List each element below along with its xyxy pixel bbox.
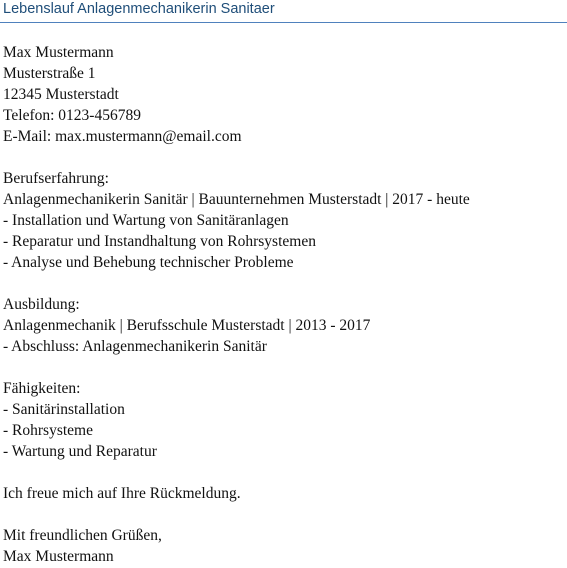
experience-heading: Berufserfahrung: [3, 170, 109, 187]
document-header [0, 0, 567, 23]
education-program: Anlagenmechanik | Berufsschule Musterstadt | 2013 - 2017 [3, 317, 371, 334]
education-item: - Abschluss: Anlagenmechanikerin Sanitär [3, 338, 267, 355]
document-body [3, 42, 563, 567]
skills-heading: Fähigkeiten: [3, 380, 81, 397]
experience-position: Anlagenmechanikerin Sanitär | Bauunternehmen Musterstadt | 2017 - heute [3, 191, 470, 208]
skill-item: - Rohrsysteme [3, 422, 93, 439]
paragraph-gap [3, 504, 563, 525]
contact-phone: Telefon: 0123-456789 [3, 107, 141, 124]
signoff-block [3, 525, 563, 567]
experience-item: - Reparatur und Instandhaltung von Rohrsystemen [3, 233, 316, 250]
experience-item: - Analyse und Behebung technischer Probleme [3, 254, 294, 271]
education-section [3, 294, 563, 357]
experience-section [3, 168, 563, 273]
contact-block [3, 42, 563, 147]
contact-city: 12345 Musterstadt [3, 86, 119, 103]
paragraph-gap [3, 273, 563, 294]
contact-street: Musterstraße 1 [3, 65, 96, 82]
education-heading: Ausbildung: [3, 296, 80, 313]
paragraph-gap [3, 147, 563, 168]
closing-sentence: Ich freue mich auf Ihre Rückmeldung. [3, 485, 241, 502]
signoff-name: Max Mustermann [3, 548, 114, 565]
skills-section [3, 378, 563, 462]
paragraph-gap [3, 357, 563, 378]
skill-item: - Wartung und Reparatur [3, 443, 157, 460]
skill-item: - Sanitärinstallation [3, 401, 125, 418]
contact-email: E-Mail: max.mustermann@email.com [3, 128, 242, 145]
signoff-greeting: Mit freundlichen Grüßen, [3, 527, 162, 544]
closing-note [3, 483, 563, 504]
experience-item: - Installation und Wartung von Sanitäranlagen [3, 212, 289, 229]
paragraph-gap [3, 462, 563, 483]
document-title: Lebenslauf Anlagenmechanikerin Sanitaer [3, 1, 275, 17]
contact-name: Max Mustermann [3, 44, 114, 61]
